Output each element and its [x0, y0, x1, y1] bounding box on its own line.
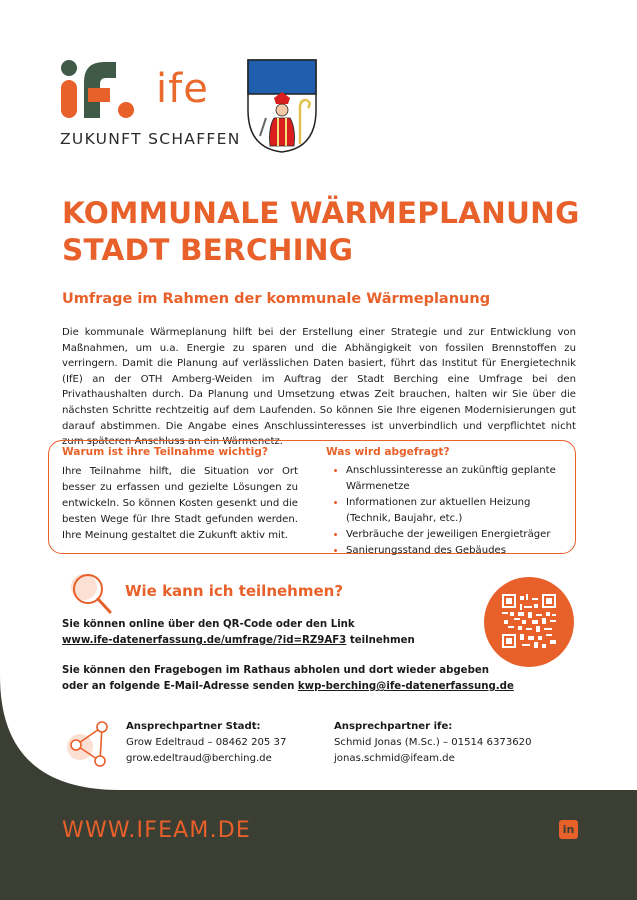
qr-code-icon[interactable] — [502, 594, 556, 648]
participate-offline — [62, 663, 514, 695]
what-section — [326, 446, 566, 559]
contact-ife-email[interactable]: jonas.schmid@ifeam.de — [334, 753, 455, 764]
survey-link[interactable]: www.ife-datenerfassung.de/umfrage/?id=RZ9AF3 — [62, 635, 347, 646]
contact-ife-phone: Schmid Jonas (M.Sc.) – 01514 6373620 — [334, 737, 532, 748]
why-heading: Warum ist ihre Teilnahme wichtig? — [62, 446, 268, 458]
participate-heading: Wie kann ich teilnehmen? — [125, 582, 344, 600]
intro-paragraph: Die kommunale Wärmeplanung hilft bei der Erstellung einer Strategie und zur Entwicklung von Maßnahmen, um u.a. Energie zu sparen und die Abhängigkeit von fossilen Brennstoffen zu verringern. Damit die Planung auf verlässlichen Daten basiert, führt das Institut für Energietechnik (IfE) an der OTH Amberg-Weiden im Auftrag der Stadt Berching eine Umfrage bei den Privathaushalten durch. Da Planung und Umsetzung etwas Zeit brauchen, halten wir Sie über die nächsten Schritte rechtzeitig auf dem Laufenden. So können Sie Ihre eigenen Modernisierungen gut darauf abstimmen. Die Angabe eines Anschlussinteresses ist unverbindlich und verpflichtet nicht zum späteren Anschluss an ein Wärmenetz. — [62, 327, 576, 448]
contact-city-email[interactable]: grow.edeltraud@berching.de — [126, 753, 272, 764]
logo-word: ife — [156, 66, 209, 112]
participate-line-1: Sie können online über den QR-Code oder den Link — [62, 619, 355, 630]
survey-email-link[interactable]: kwp-berching@ife-datenerfassung.de — [297, 681, 514, 692]
page-title — [62, 195, 579, 269]
website-link[interactable]: WWW.IFEAM.DE — [62, 818, 252, 843]
contact-ife-heading: Ansprechpartner ife: — [334, 721, 453, 732]
linkedin-icon[interactable]: in — [559, 820, 578, 839]
logo-tagline: ZUKUNFT SCHAFFEN — [60, 130, 241, 148]
what-heading: Was wird abgefragt? — [326, 446, 450, 458]
participate-link-suffix: teilnehmen — [346, 635, 415, 646]
subtitle: Umfrage im Rahmen der kommunale Wärmeplanung — [62, 291, 491, 307]
participate-online — [62, 617, 415, 649]
contact-ife — [334, 719, 532, 767]
participate-line-4: oder an folgende E-Mail-Adresse senden — [62, 681, 298, 692]
contact-city-heading: Ansprechpartner Stadt: — [126, 721, 261, 732]
contact-city — [126, 719, 286, 767]
what-list — [326, 463, 566, 559]
why-text: Ihre Teilnahme hilft, die Situation vor Ort besser zu erfassen und gezielte Lösungen zu entwickeln. So können Kosten gesenkt und die besten Wege für Ihre Stadt gefunden werden. Ihre Meinung gestaltet die Zukunft aktiv mit. — [62, 466, 298, 541]
contact-city-phone: Grow Edeltraud – 08462 205 37 — [126, 737, 287, 748]
list-item: • Informationen zur aktuellen Heizung (Technik, Baujahr, etc.) — [346, 495, 566, 527]
title-line-2: STADT BERCHING — [62, 233, 354, 267]
coat-of-arms-icon — [246, 58, 318, 154]
list-item: • Sanierungsstand des Gebäudes — [346, 543, 566, 559]
ife-logo-icon — [60, 58, 152, 120]
participate-line-3: Sie können den Fragebogen im Rathaus abholen und dort wieder abgeben — [62, 665, 490, 676]
why-section — [62, 446, 298, 544]
magnifier-icon — [64, 567, 116, 619]
list-item: • Verbräuche der jeweiligen Energieträger — [346, 527, 566, 543]
network-icon — [62, 715, 118, 771]
list-item: • Anschlussinteresse an zukünftig geplante Wärmenetze — [346, 463, 566, 495]
title-line-1: KOMMUNALE WÄRMEPLANUNG — [62, 196, 580, 230]
